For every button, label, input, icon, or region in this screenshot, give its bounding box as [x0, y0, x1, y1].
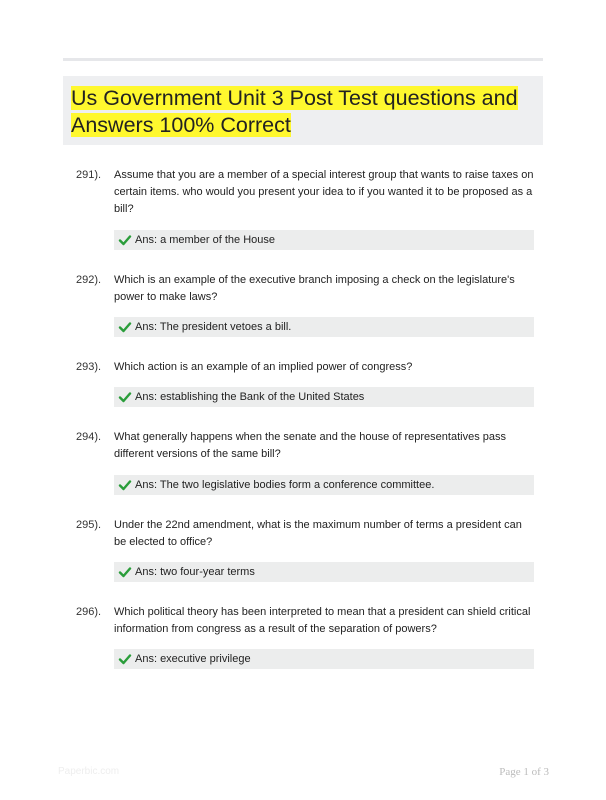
- title-block: [63, 76, 543, 145]
- question-text: Which is an example of the executive branch imposing a check on the legislature's power to make laws?: [114, 273, 515, 303]
- answer-text: Ans: The president vetoes a bill.: [135, 321, 292, 334]
- question-item: [0, 517, 606, 582]
- question-number: 291).: [76, 169, 102, 181]
- question-text: Assume that you are a member of a special interest group that wants to raise taxes on certain items. who would you present your idea to if you wanted it to be proposed as a bill?: [114, 169, 534, 216]
- answer-box: [114, 562, 534, 582]
- question-text: Which action is an example of an implied power of congress?: [114, 361, 413, 374]
- page-title-line-2: Answers 100% Correct: [71, 113, 291, 137]
- page-title-line-1: Us Government Unit 3 Post Test questions and: [71, 86, 518, 110]
- question-number: 294).: [76, 431, 102, 444]
- check-icon: [118, 652, 132, 666]
- question-number: 293).: [76, 361, 102, 374]
- answer-box: [114, 317, 534, 337]
- footer-watermark: Paperbic.com: [58, 766, 120, 777]
- question-item: [0, 359, 606, 407]
- answer-text: Ans: establishing the Bank of the United States: [135, 391, 365, 404]
- question-number: 295).: [76, 518, 102, 531]
- check-icon: [118, 478, 132, 492]
- top-divider: [63, 58, 543, 61]
- check-icon: [118, 565, 132, 579]
- question-item: [0, 604, 606, 669]
- answer-text: Ans: The two legislative bodies form a conference committee.: [135, 478, 435, 491]
- answer-box: [114, 475, 534, 495]
- question-text: Under the 22nd amendment, what is the maximum number of terms a president can be elected to office?: [114, 518, 522, 548]
- page-title: [71, 86, 518, 137]
- check-icon: [118, 390, 132, 404]
- question-list: [0, 167, 606, 691]
- answer-box: [114, 649, 534, 669]
- question-text: What generally happens when the senate and the house of representatives pass different versions of the same bill?: [114, 431, 506, 461]
- question-item: [0, 167, 606, 250]
- question-text: Which political theory has been interpreted to mean that a president can shield critical information from congress as a result of the separation of powers?: [114, 606, 531, 636]
- question-number: 292).: [76, 273, 102, 286]
- question-number: 296).: [76, 606, 102, 619]
- check-icon: [118, 233, 132, 247]
- answer-box: [114, 387, 534, 407]
- question-item: [0, 429, 606, 494]
- answer-text: Ans: a member of the House: [135, 233, 276, 246]
- answer-text: Ans: two four-year terms: [135, 566, 255, 579]
- check-icon: [118, 320, 132, 334]
- answer-box: [114, 230, 534, 250]
- page-number: Page 1 of 3: [499, 766, 549, 778]
- question-item: [0, 272, 606, 337]
- answer-text: Ans: executive privilege: [135, 653, 251, 666]
